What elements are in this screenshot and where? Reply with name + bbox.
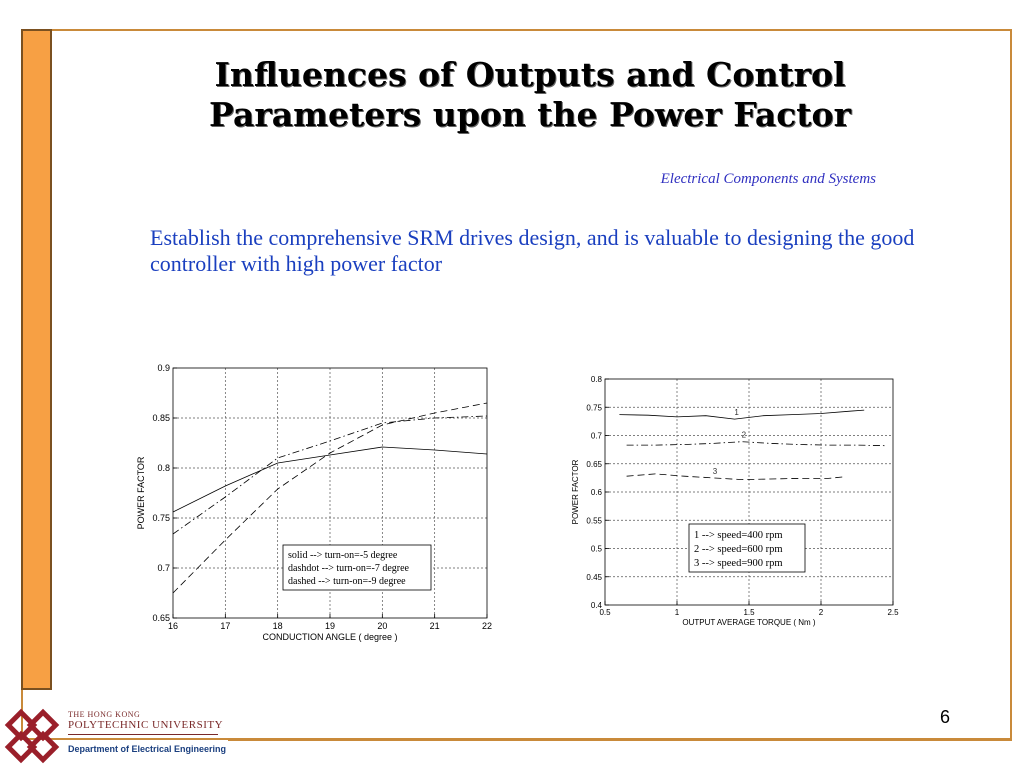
series-label: 1 [734,408,739,418]
series-line-solid [619,410,864,419]
logo-divider [68,734,218,735]
x-tick-label: 2 [818,608,824,617]
slide-title [140,55,920,135]
y-tick-label: 0.5 [590,544,602,554]
accent-sidebar [21,29,52,690]
chart-conduction-angle-svg [130,360,500,650]
chart-conduction-angle [130,360,500,650]
legend-entry: 2 --> speed=600 rpm [694,544,783,555]
x-tick-label: 17 [220,621,231,631]
chart-output-torque [568,372,908,634]
x-tick-label: 16 [167,621,179,631]
y-tick-label: 0.6 [590,488,602,497]
legend-entry: 1 --> speed=400 rpm [694,530,783,541]
y-tick-label: 0.7 [157,563,170,573]
university-name [68,710,223,731]
x-tick-label: 2.5 [887,608,899,617]
footer-rule [228,739,1012,741]
legend-entry: solid --> turn-on=-5 degree [288,550,398,561]
body-text: Establish the comprehensive SRM drives design, and is valuable to designing the good controller with high power factor [150,225,915,276]
y-tick-label: 0.75 [152,513,170,523]
x-tick-label: 22 [481,621,493,631]
y-tick-label: 0.65 [586,459,602,469]
series-line-dashed [627,474,846,480]
page-number: 6 [940,707,951,727]
y-tick-label: 0.65 [152,613,170,623]
x-axis-label: OUTPUT AVERAGE TORQUE ( Nm ) [682,618,816,627]
legend-entry: 3 --> speed=900 rpm [694,558,783,569]
y-tick-label: 0.85 [152,413,170,423]
chart-output-torque-svg [568,372,908,634]
legend-entry: dashdot --> turn-on=-7 degree [288,563,409,574]
title-line-2: Parameters upon the Power Factor [209,95,851,134]
title-line-1: Influences of Outputs and Control [214,55,846,94]
slide-subtitle: Electrical Components and Systems [660,171,876,187]
y-tick-label: 0.7 [590,431,602,441]
university-logo-icon [4,708,60,764]
x-tick-label: 20 [377,621,388,631]
x-tick-label: 1 [674,608,680,617]
series-label: 3 [712,466,718,476]
y-tick-label: 0.55 [586,516,602,526]
y-tick-label: 0.45 [586,572,602,582]
x-tick-label: 18 [272,621,283,631]
series-line-dashdot [627,442,886,446]
y-tick-label: 0.8 [157,463,170,473]
x-tick-label: 0.5 [599,608,611,617]
y-tick-label: 0.4 [590,601,602,610]
y-axis-label: POWER FACTOR [136,456,146,530]
y-tick-label: 0.75 [586,403,602,413]
department-name: Department of Electrical Engineering [68,744,227,754]
legend-entry: dashed --> turn-on=-9 degree [288,576,406,587]
x-tick-label: 21 [429,621,440,631]
y-axis-label: POWER FACTOR [571,459,580,525]
x-axis-label: CONDUCTION ANGLE ( degree ) [262,632,398,642]
x-tick-label: 19 [324,621,336,631]
university-name-line-1: THE HONG KONG [68,710,141,719]
y-tick-label: 0.9 [157,363,170,373]
x-tick-label: 1.5 [743,608,755,617]
series-label: 2 [741,430,747,440]
y-tick-label: 0.8 [590,375,602,384]
university-name-line-2: POLYTECHNIC UNIVERSITY [68,719,224,731]
